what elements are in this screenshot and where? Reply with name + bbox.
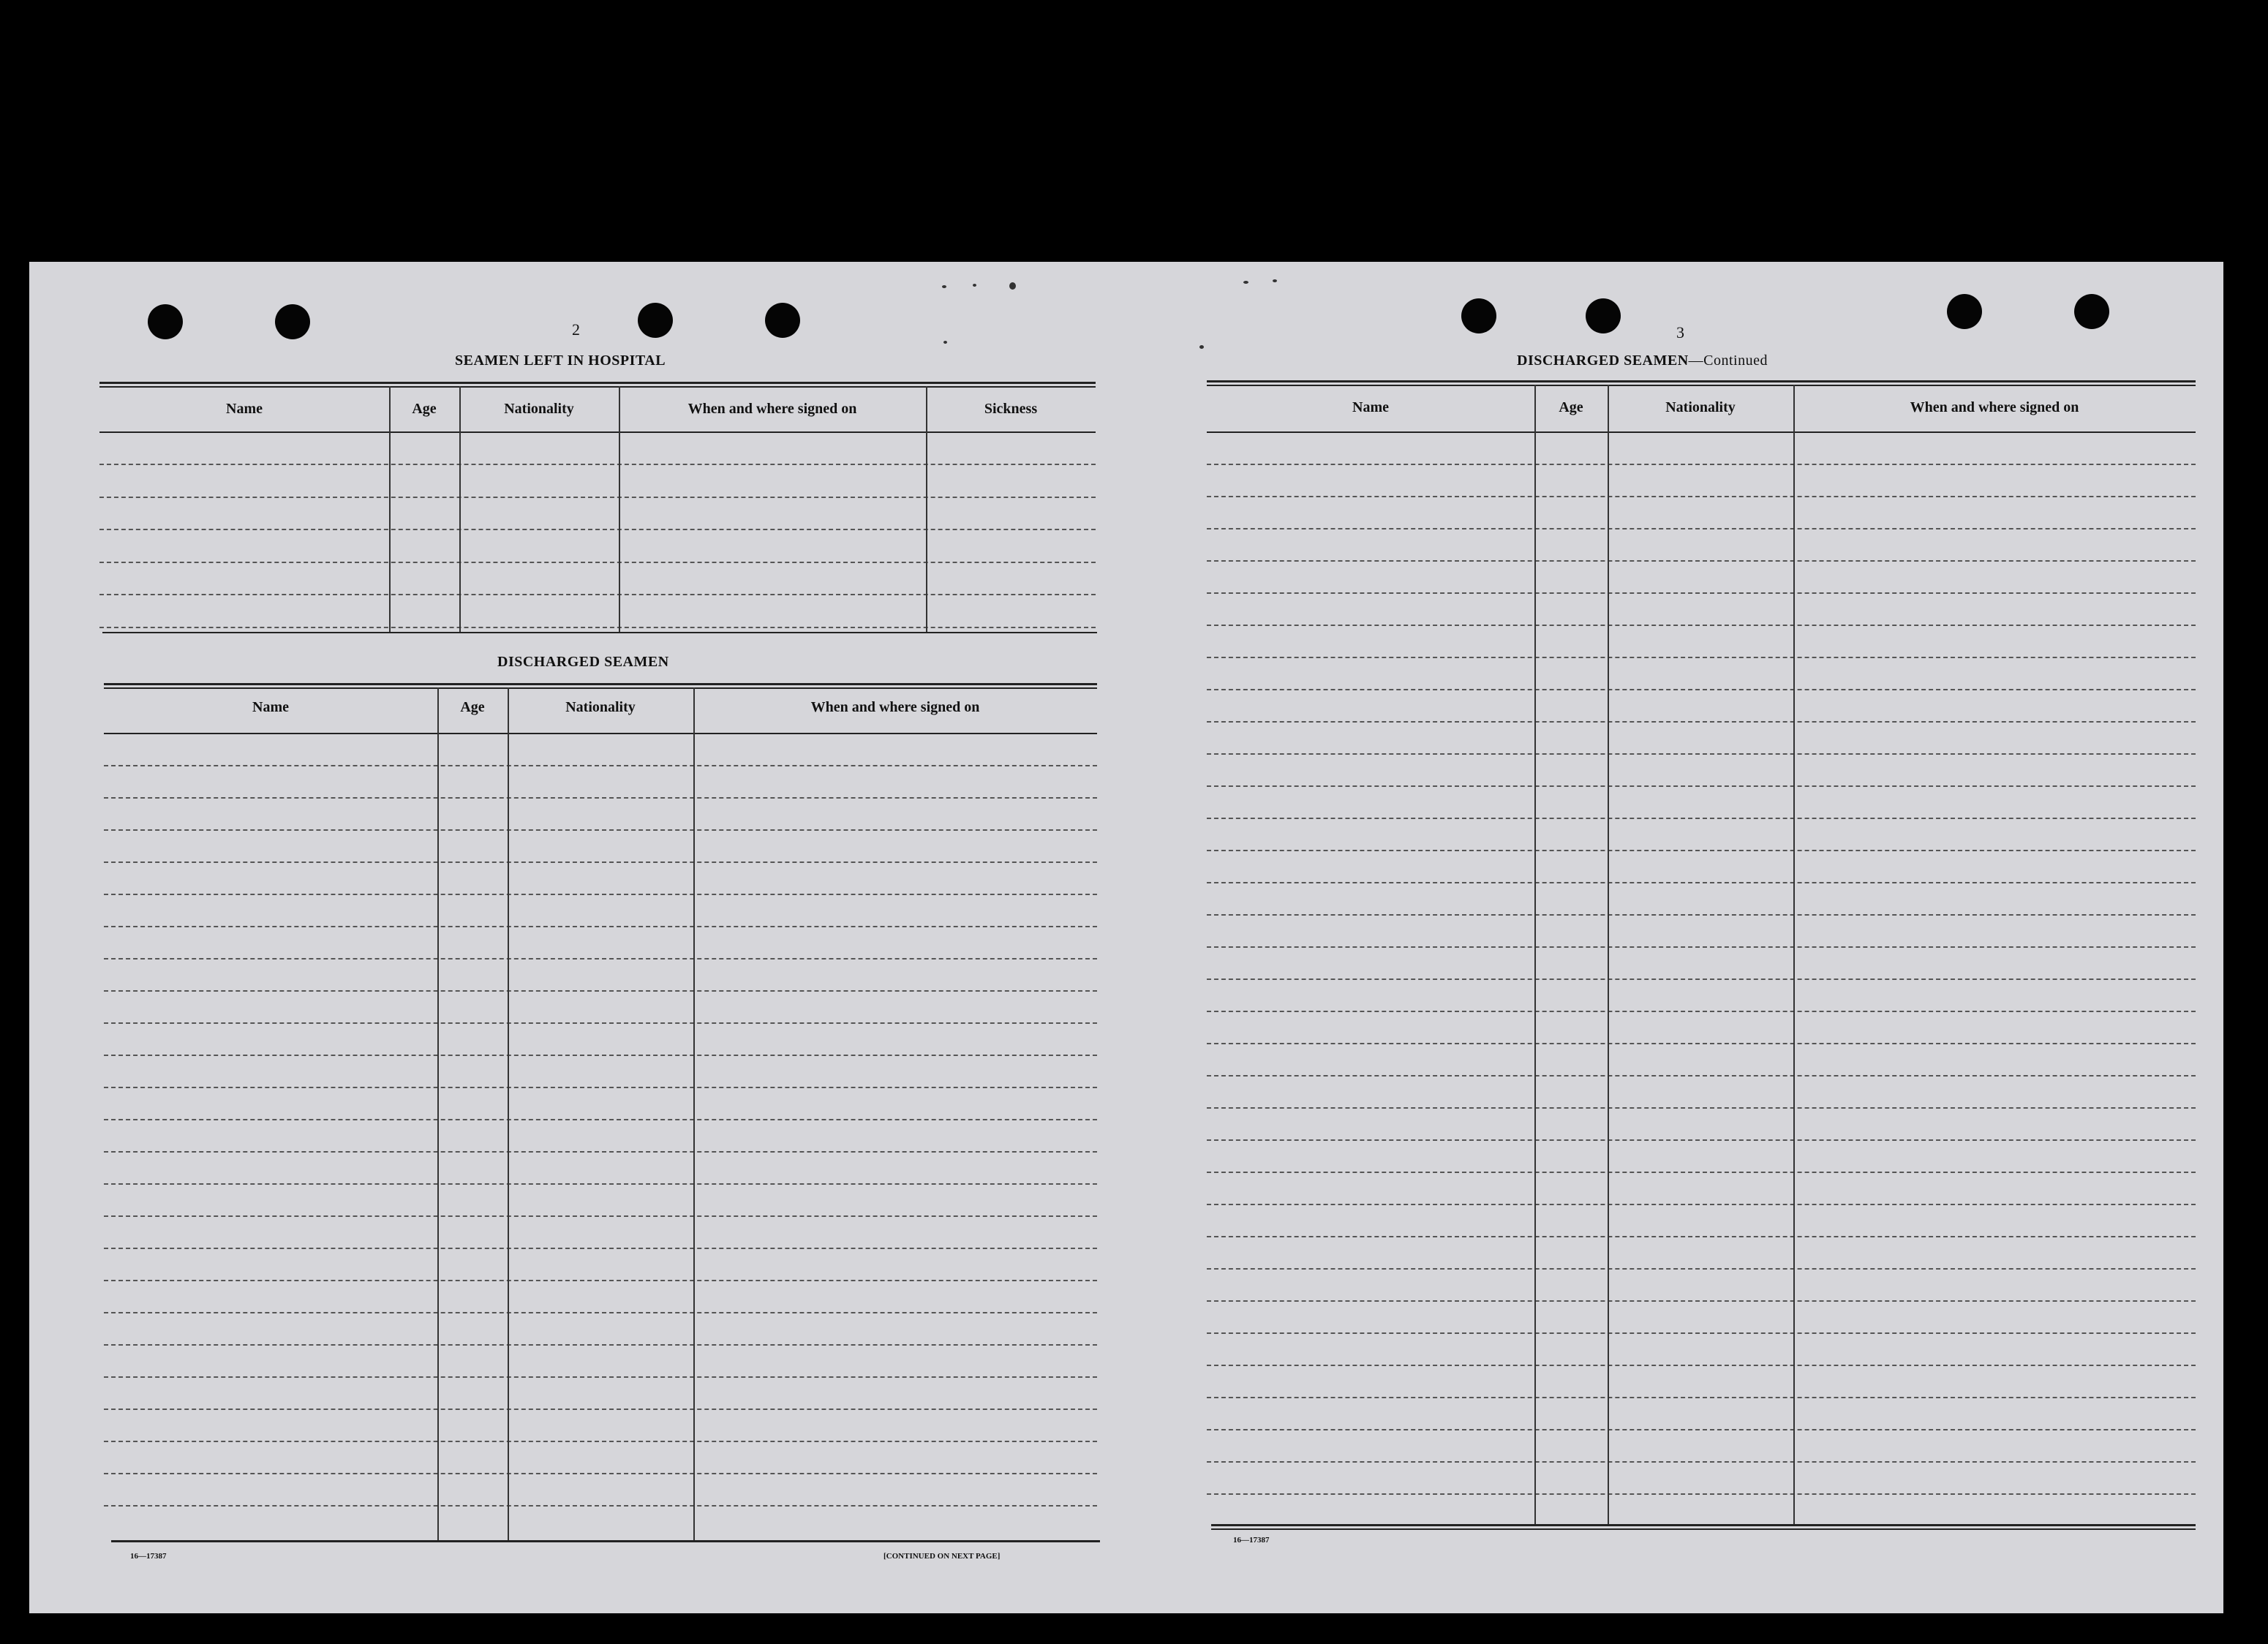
- discharged-col-divider: [508, 687, 509, 1540]
- right-header-rule: [1207, 431, 2196, 433]
- punch-hole: [1947, 294, 1982, 329]
- hospital-header-signed-on: When and where signed on: [687, 401, 857, 417]
- ruled-line: [1207, 914, 2196, 916]
- hospital-header-nationality: Nationality: [504, 401, 574, 417]
- punch-hole: [275, 304, 310, 339]
- ruled-line: [104, 1409, 1097, 1410]
- right-top-rule: [1207, 380, 2196, 382]
- ruled-line: [1207, 1493, 2196, 1495]
- right-header-signed-on: When and where signed on: [1910, 399, 2079, 415]
- punch-hole: [1461, 298, 1496, 333]
- form-number-left: 16—17387: [130, 1552, 167, 1561]
- ruled-line: [1207, 850, 2196, 851]
- punch-hole: [1586, 298, 1621, 333]
- ruled-line: [1207, 818, 2196, 819]
- right-col-divider: [1793, 385, 1795, 1524]
- ruled-line: [104, 1376, 1097, 1378]
- ruled-line: [1207, 528, 2196, 529]
- ruled-line: [1207, 1139, 2196, 1141]
- discharged-top-rule: [104, 683, 1097, 685]
- hospital-col-divider: [459, 386, 461, 632]
- form-number-right: 16—17387: [1233, 1536, 1270, 1545]
- ruled-line: [1207, 1268, 2196, 1270]
- hospital-col-divider: [926, 386, 927, 632]
- form-sheet: [29, 262, 2223, 1613]
- ruled-line: [104, 1119, 1097, 1120]
- ruled-line: [104, 1151, 1097, 1153]
- ruled-line: [1207, 689, 2196, 690]
- ruled-line: [1207, 1332, 2196, 1334]
- punch-hole: [2074, 294, 2109, 329]
- ruled-line: [99, 594, 1096, 595]
- ruled-line: [104, 829, 1097, 831]
- ruled-line: [104, 765, 1097, 766]
- page-number-right: 3: [1676, 323, 1684, 342]
- ruled-line: [1207, 1461, 2196, 1463]
- ruled-line: [104, 797, 1097, 799]
- ruled-line: [1207, 1172, 2196, 1173]
- ruled-line: [1207, 946, 2196, 948]
- ruled-line: [1207, 1075, 2196, 1076]
- discharged-bottom-rule: [111, 1540, 1100, 1542]
- ruled-line: [1207, 592, 2196, 594]
- ruled-line: [99, 464, 1096, 465]
- ruled-line: [104, 926, 1097, 927]
- discharged-continued-title: [1517, 352, 1768, 369]
- ink-speck: [973, 284, 976, 287]
- ruled-line: [104, 861, 1097, 863]
- discharged-header-signed-on: When and where signed on: [810, 699, 980, 715]
- discharged-header-name: Name: [252, 699, 289, 715]
- ruled-line: [104, 1022, 1097, 1024]
- ink-speck: [1273, 279, 1277, 282]
- ruled-line: [1207, 657, 2196, 658]
- punch-hole: [765, 303, 800, 338]
- discharged-header-age: Age: [460, 699, 485, 715]
- ruled-line: [1207, 1300, 2196, 1302]
- ruled-line: [1207, 1043, 2196, 1044]
- ink-speck: [943, 341, 947, 344]
- ruled-line: [104, 1441, 1097, 1442]
- ruled-line: [1207, 560, 2196, 562]
- hospital-header-name: Name: [226, 401, 263, 417]
- ruled-line: [104, 1505, 1097, 1507]
- ruled-line: [1207, 882, 2196, 883]
- hospital-top-rule-2: [99, 386, 1096, 388]
- ruled-line: [1207, 464, 2196, 465]
- hospital-header-rule: [99, 431, 1096, 433]
- right-col-divider: [1534, 385, 1536, 1524]
- discharged-header-rule: [104, 733, 1097, 734]
- ruled-line: [1207, 1397, 2196, 1398]
- continued-note: [CONTINUED ON NEXT PAGE]: [884, 1552, 1001, 1561]
- ruled-line: [1207, 625, 2196, 626]
- ruled-line: [99, 627, 1096, 628]
- discharged-section-title: DISCHARGED SEAMEN: [497, 654, 669, 670]
- ink-speck: [1009, 282, 1016, 290]
- hospital-header-sickness: Sickness: [984, 401, 1038, 417]
- hospital-section-title: SEAMEN LEFT IN HOSPITAL: [455, 352, 666, 369]
- hospital-col-divider: [389, 386, 391, 632]
- right-header-age: Age: [1559, 399, 1583, 415]
- hospital-bottom-rule: [102, 632, 1097, 633]
- ruled-line: [104, 1280, 1097, 1281]
- right-col-divider: [1608, 385, 1609, 1524]
- ink-speck: [1243, 281, 1248, 284]
- ruled-line: [1207, 1236, 2196, 1237]
- ruled-line: [99, 497, 1096, 498]
- ruled-line: [104, 1087, 1097, 1088]
- ruled-line: [1207, 979, 2196, 980]
- hospital-top-rule: [99, 382, 1096, 384]
- ruled-line: [1207, 753, 2196, 755]
- punch-hole: [148, 304, 183, 339]
- discharged-continued-title-main: DISCHARGED SEAMEN: [1517, 352, 1689, 369]
- ruled-line: [104, 990, 1097, 992]
- right-top-rule-2: [1207, 385, 2196, 386]
- ink-speck: [1199, 345, 1204, 349]
- ruled-line: [104, 1344, 1097, 1346]
- hospital-header-age: Age: [412, 401, 437, 417]
- ruled-line: [1207, 1011, 2196, 1012]
- ruled-line: [104, 1248, 1097, 1249]
- right-header-nationality: Nationality: [1665, 399, 1736, 415]
- discharged-continued-suffix: —Continued: [1688, 352, 1768, 369]
- page-number-left: 2: [572, 320, 580, 339]
- ruled-line: [104, 1473, 1097, 1474]
- ruled-line: [1207, 496, 2196, 497]
- ruled-line: [99, 562, 1096, 563]
- discharged-col-divider: [437, 687, 439, 1540]
- ruled-line: [1207, 1107, 2196, 1109]
- punch-hole: [638, 303, 673, 338]
- ruled-line: [104, 1055, 1097, 1056]
- ruled-line: [104, 1312, 1097, 1313]
- ruled-line: [99, 529, 1096, 530]
- hospital-col-divider: [619, 386, 620, 632]
- ruled-line: [1207, 1204, 2196, 1205]
- discharged-col-divider: [693, 687, 695, 1540]
- ruled-line: [104, 1183, 1097, 1185]
- ink-speck: [942, 285, 946, 288]
- ruled-line: [1207, 785, 2196, 787]
- discharged-top-rule-2: [104, 687, 1097, 689]
- ruled-line: [1207, 1429, 2196, 1430]
- ruled-line: [1207, 721, 2196, 723]
- ruled-line: [104, 1215, 1097, 1217]
- right-header-name: Name: [1352, 399, 1389, 415]
- ruled-line: [104, 894, 1097, 895]
- ruled-line: [104, 958, 1097, 959]
- right-bottom-rule: [1211, 1524, 2196, 1526]
- right-bottom-rule-2: [1211, 1528, 2196, 1530]
- ruled-line: [1207, 1365, 2196, 1366]
- discharged-header-nationality: Nationality: [565, 699, 636, 715]
